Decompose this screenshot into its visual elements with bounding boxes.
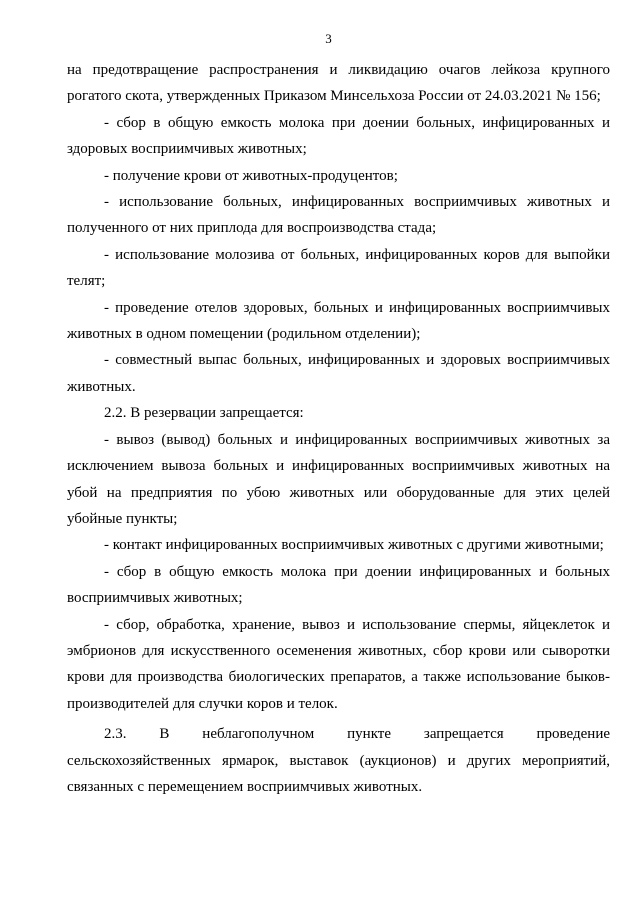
list-item: - использование больных, инфицированных восприимчивых животных и полученного от них приплода для воспроизводства стада; xyxy=(67,194,610,237)
word: проведение xyxy=(536,726,611,743)
list-item: - контакт инфицированных восприимчивых животных с другими животными; xyxy=(104,537,604,554)
section-heading: 2.2. В резервации запрещается: xyxy=(104,405,304,422)
list-item: - совместный выпас больных, инфицированных и здоровых восприимчивых животных. xyxy=(67,352,610,395)
list-item: - проведение отелов здоровых, больных и инфицированных восприимчивых животных в одном помещении (родильном отделении); xyxy=(67,299,610,343)
list-item: - использование молозива от больных, инфицированных коров для выпойки телят; xyxy=(67,246,610,290)
list-item: - сбор в общую емкость молока при доении инфицированных и больных восприимчивых животных; xyxy=(67,563,610,607)
paragraph: на предотвращение распространения и ликвидацию очагов лейкоза крупного рогатого скота, утвержденных Приказом Минсельхоза России от 24.03.2021 № 156; xyxy=(67,62,610,105)
section-paragraph-first-line xyxy=(67,721,610,747)
page-number: 3 xyxy=(325,31,332,46)
word: пункте xyxy=(347,726,392,743)
word: неблагополучном xyxy=(202,726,315,743)
list-item: - сбор, обработка, хранение, вывоз и использование спермы, яйцеклеток и эмбрионов для искусственного осеменения животных, сбор крови или сыворотки крови для производства биологических препаратов, а также использование быков-производителей для случки коров и телок. xyxy=(67,616,610,712)
list-item: - вывоз (вывод) больных и инфицированных восприимчивых животных за исключением вывоза больных и инфицированных восприимчивых животных на убой на предприятия по убою животных или оборудованные для этих целей убойные пункты; xyxy=(67,431,610,527)
word: запрещается xyxy=(423,726,504,743)
section-number: 2.3. xyxy=(104,726,127,743)
document-body xyxy=(67,57,610,800)
list-item: - сбор в общую емкость молока при доении больных, инфицированных и здоровых восприимчивых животных; xyxy=(67,114,610,158)
list-item: - получение крови от животных-продуцентов; xyxy=(104,167,398,184)
section-paragraph-rest: сельскохозяйственных ярмарок, выставок (аукционов) и других мероприятий, связанных с перемещением восприимчивых животных. xyxy=(67,752,610,795)
word: В xyxy=(159,726,170,743)
